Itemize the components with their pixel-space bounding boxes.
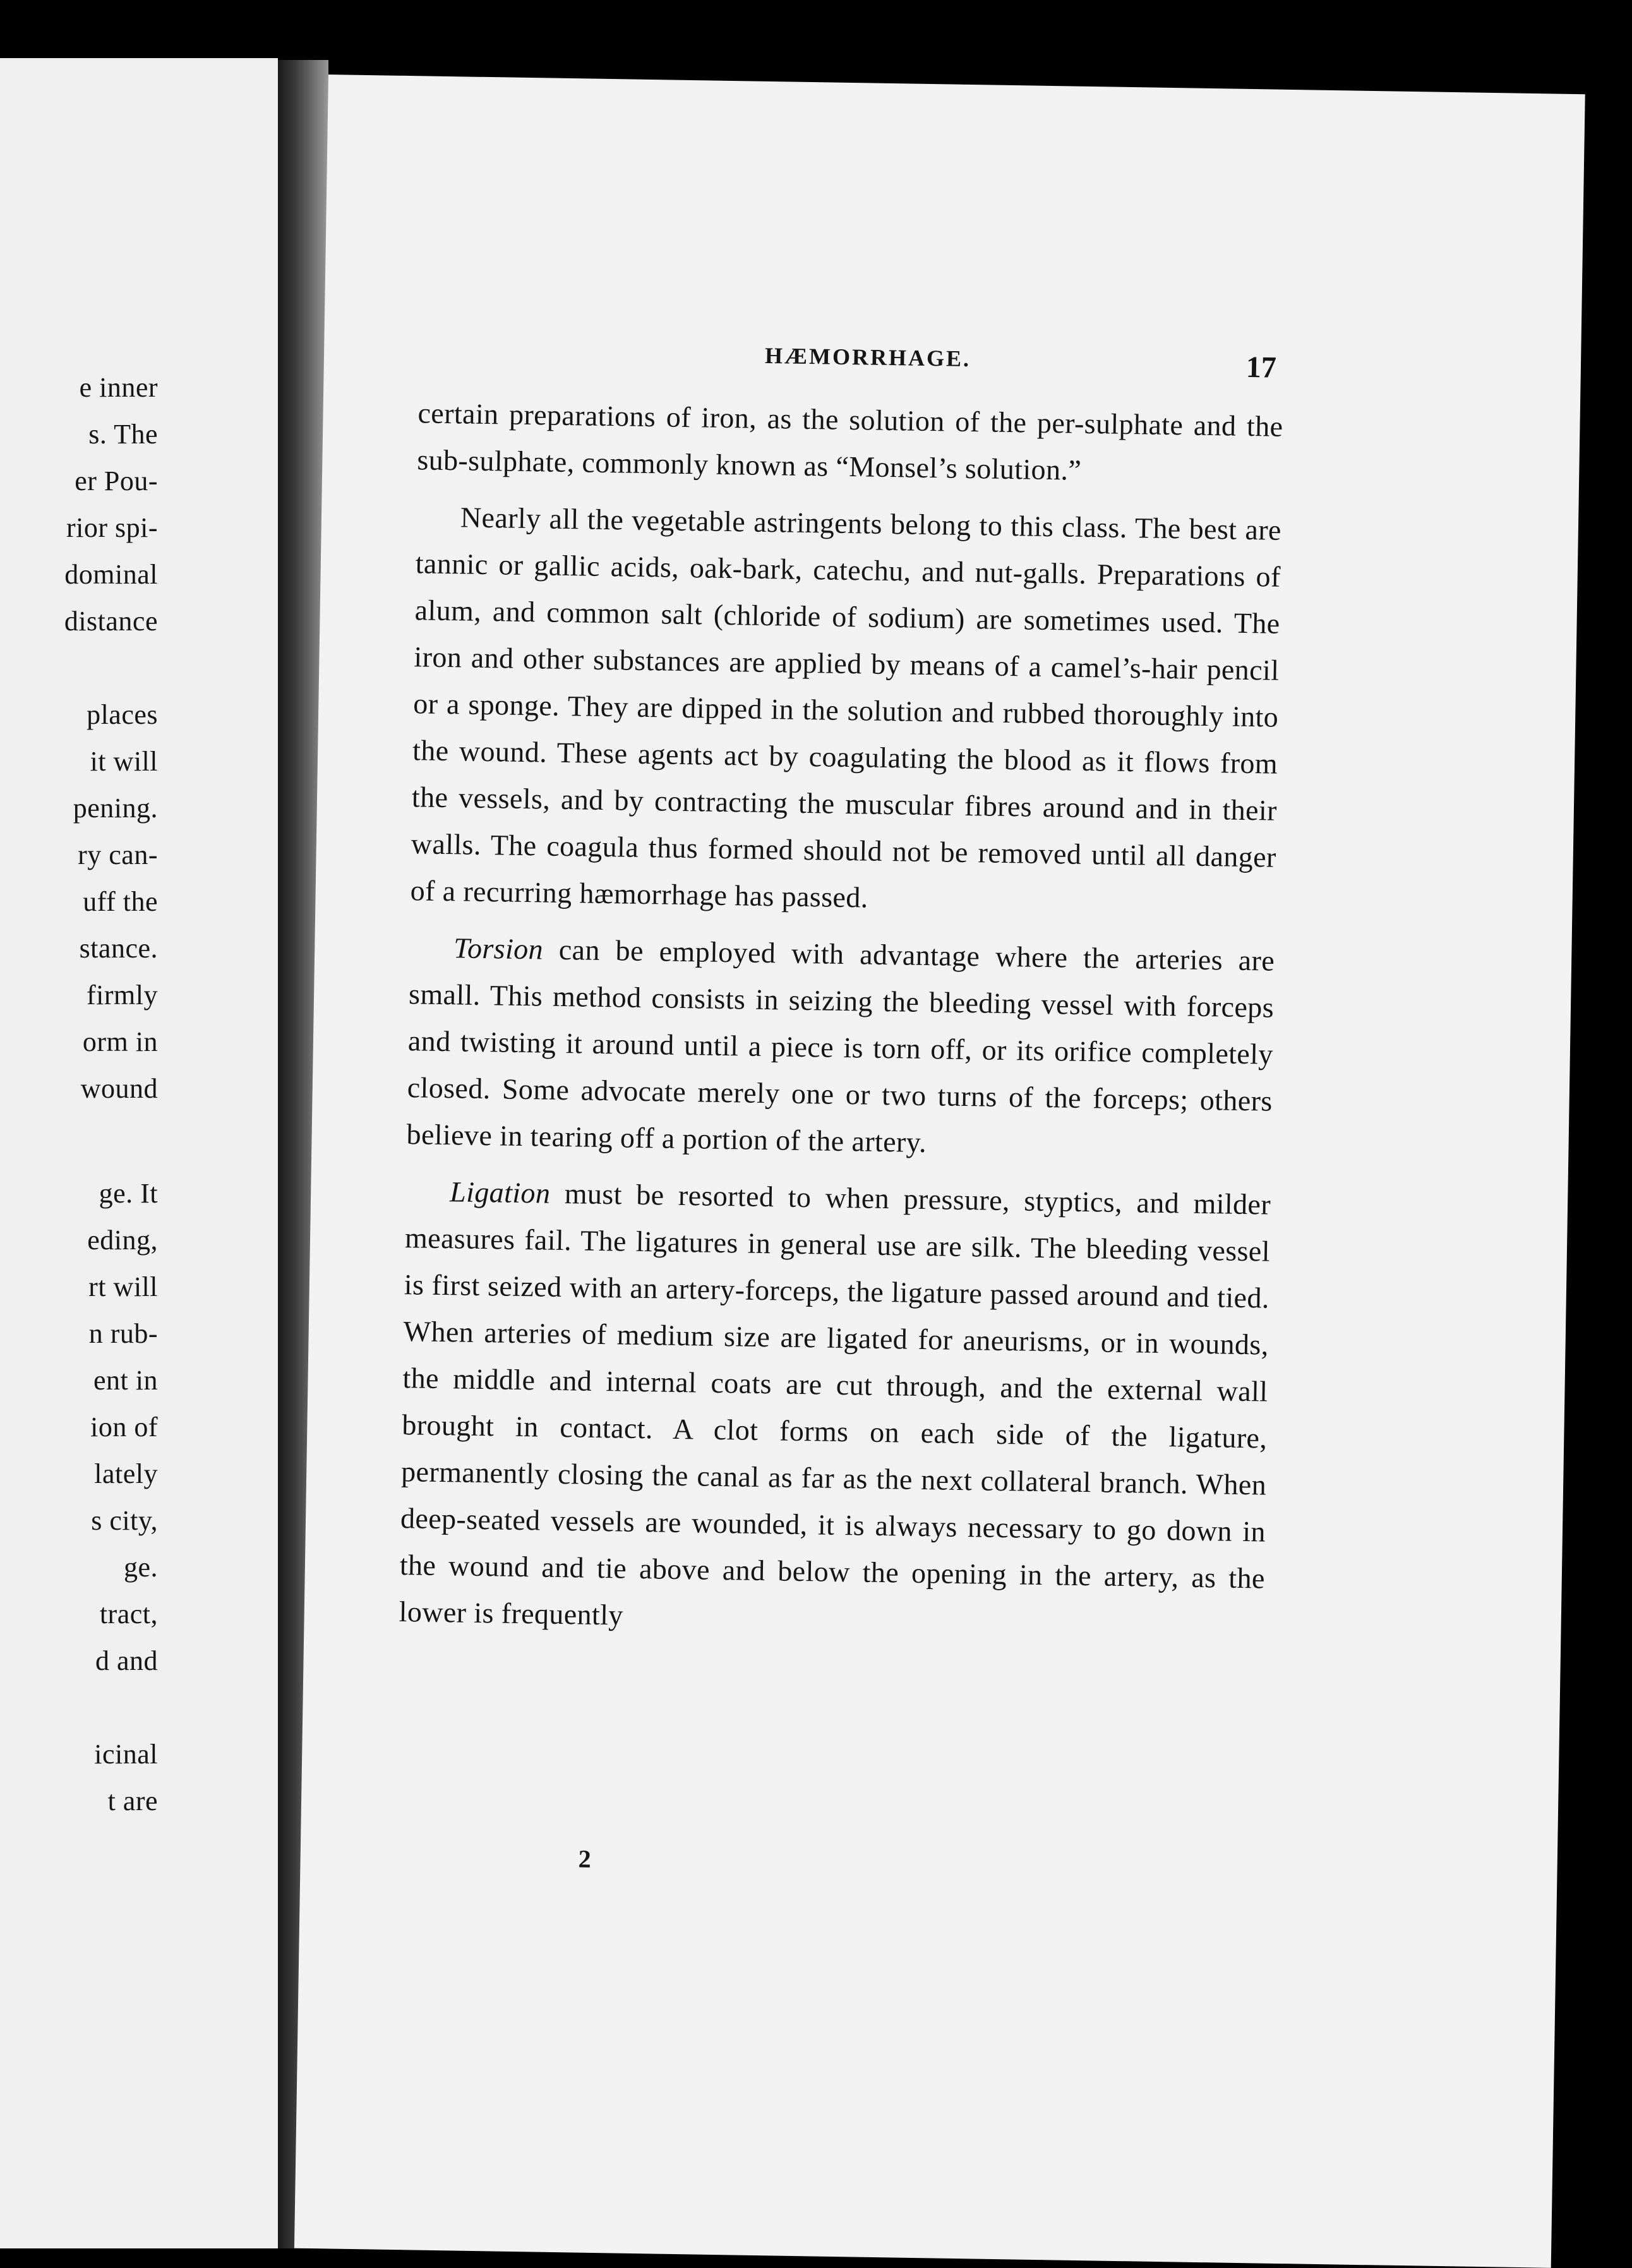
facing-page-line: dominal <box>64 559 158 590</box>
running-head: HÆMORRHAGE. <box>764 342 971 372</box>
facing-page-line: wound <box>80 1073 158 1104</box>
facing-page-line: it will <box>90 746 158 777</box>
page-number: 17 <box>1245 350 1277 385</box>
facing-page-line: ge. <box>123 1552 158 1583</box>
facing-page <box>0 58 278 2248</box>
book-page <box>294 75 1585 2268</box>
facing-page-line: stance. <box>79 933 158 964</box>
facing-page-line: n rub- <box>88 1318 158 1349</box>
facing-page-line: e inner <box>79 372 158 403</box>
paragraph <box>399 1168 1271 1648</box>
facing-page-line: rior spi- <box>66 512 158 543</box>
italic-term: Torsion <box>453 932 544 966</box>
facing-page-line: orm in <box>82 1026 158 1057</box>
facing-page-line: lately <box>94 1458 158 1489</box>
page-header <box>324 335 1581 393</box>
body-text <box>399 390 1283 1659</box>
facing-page-line: d and <box>95 1645 158 1676</box>
signature-mark: 2 <box>578 1844 592 1873</box>
facing-page-line: places <box>87 699 158 730</box>
facing-page-line: icinal <box>94 1739 158 1770</box>
facing-page-line: s. The <box>88 419 158 450</box>
facing-page-line: er Pou- <box>75 465 158 496</box>
facing-page-line: tract, <box>99 1599 158 1629</box>
facing-page-line: ent in <box>93 1365 158 1396</box>
facing-page-line: ry can- <box>78 839 158 870</box>
facing-page-line: rt will <box>88 1271 158 1302</box>
paragraph: Nearly all the vegetable astringents belong to this class. The best are tannic or gallic acids, oak-bark, catechu, and nut-galls. Preparations of alum, and common salt (chloride of sodium) are sometimes used. The iron and other substances are applied by means of a camel’s-hair pencil or a sponge. They are dipped in the solution and rubbed thoroughly into the wound. These agents act by coagulating the blood as it flows from the vessels, and by contracting the muscular fibres around and in their walls. The coagula thus formed should not be removed until all danger of a recurring hæmorrhage has passed. <box>410 501 1282 914</box>
facing-page-line: s city, <box>91 1505 158 1536</box>
paragraph <box>406 924 1275 1171</box>
facing-page-line: t are <box>107 1785 158 1816</box>
facing-page-line: distance <box>64 606 158 637</box>
facing-page-line: ion of <box>90 1412 158 1443</box>
facing-page-line: ge. It <box>99 1178 158 1209</box>
facing-page-line: uff the <box>83 886 158 917</box>
facing-page-line: pening. <box>73 793 158 824</box>
facing-page-line: eding, <box>87 1225 158 1256</box>
paragraph-text: can be employed with advantage where the arteries are small. This method consists in seizing the bleeding vessel with forceps and twisting it around until a piece is torn off, or its orifice completely closed. Some advocate merely one or two turns of the forceps; others believe in tearing off a portion of the artery. <box>406 933 1275 1159</box>
paragraph: certain preparations of iron, as the solution of the per-sulphate and the sub-sulphate, commonly known as “Monsel’s solution.” <box>417 397 1283 486</box>
italic-term: Ligation <box>449 1175 551 1209</box>
facing-page-line: firmly <box>87 980 158 1011</box>
paragraph-text: must be resorted to when pressure, styptics, and milder measures fail. The ligatures in general use are silk. The bleeding vessel is first seized with an artery-forceps, the ligature passed around and tied. When arteries of medium size are ligated for aneurisms, or in wounds, the middle and internal coats are cut through, and the external wall brought in contact. A clot forms on each side of the ligature, permanently closing the canal as far as the next collateral branch. When deep-seated vessels are wounded, it is always necessary to go down in the wound and tie above and below the opening in the artery, as the lower is frequently <box>399 1177 1271 1631</box>
